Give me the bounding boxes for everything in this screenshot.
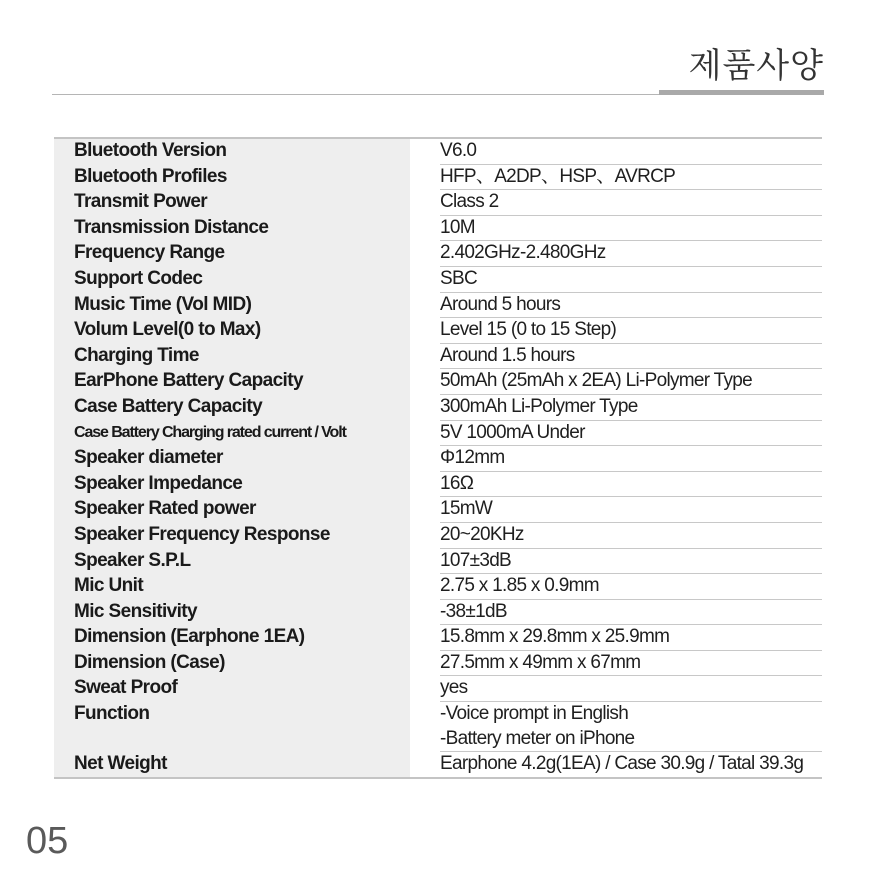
spec-label: Bluetooth Version xyxy=(54,139,410,165)
spec-label: Speaker S.P.L xyxy=(54,549,410,575)
spec-row-bluetooth-profiles xyxy=(54,165,822,191)
spec-value: 107±3dB xyxy=(440,549,822,575)
spec-value: Φ12mm xyxy=(440,446,822,472)
spec-row-speaker-rated-power xyxy=(54,497,822,523)
spec-row-transmission-distance xyxy=(54,216,822,242)
spec-row-earphone-battery xyxy=(54,369,822,395)
spec-label: Mic Unit xyxy=(54,574,410,600)
spec-label: Transmit Power xyxy=(54,190,410,216)
spec-value: HFP、A2DP、HSP、AVRCP xyxy=(440,165,822,191)
spec-label: Bluetooth Profiles xyxy=(54,165,410,191)
spec-value: 50mAh (25mAh x 2EA) Li-Polymer Type xyxy=(440,369,822,395)
spec-label: Sweat Proof xyxy=(54,676,410,702)
spec-row-speaker-diameter xyxy=(54,446,822,472)
spec-label: Speaker Rated power xyxy=(54,497,410,523)
spec-row-mic-unit xyxy=(54,574,822,600)
spec-value: 2.75 x 1.85 x 0.9mm xyxy=(440,574,822,600)
spec-row-case-charging-current xyxy=(54,421,822,447)
spec-row-speaker-spl xyxy=(54,549,822,575)
spec-value: 300mAh Li-Polymer Type xyxy=(440,395,822,421)
spec-row-function xyxy=(54,702,822,752)
spec-row-speaker-impedance xyxy=(54,472,822,498)
spec-row-bluetooth-version xyxy=(54,139,822,165)
spec-table xyxy=(54,137,822,779)
spec-label: Case Battery Capacity xyxy=(54,395,410,421)
page-title: 제품사양 xyxy=(688,46,824,86)
spec-label: Net Weight xyxy=(54,752,410,777)
spec-value: 5V 1000mA Under xyxy=(440,421,822,447)
spec-label: Dimension (Earphone 1EA) xyxy=(54,625,410,651)
spec-label: Dimension (Case) xyxy=(54,651,410,677)
spec-row-frequency-range xyxy=(54,241,822,267)
spec-row-dimension-case xyxy=(54,651,822,677)
spec-row-transmit-power xyxy=(54,190,822,216)
spec-value: Class 2 xyxy=(440,190,822,216)
spec-value: Around 5 hours xyxy=(440,293,822,319)
spec-label: Case Battery Charging rated current / Volt xyxy=(54,421,410,447)
spec-value: 2.402GHz-2.480GHz xyxy=(440,241,822,267)
spec-row-charging-time xyxy=(54,344,822,370)
spec-label: EarPhone Battery Capacity xyxy=(54,369,410,395)
spec-value: Earphone 4.2g(1EA) / Case 30.9g / Tatal 39.3g xyxy=(440,753,804,775)
spec-value: 10M xyxy=(440,216,822,242)
spec-value: 15.8mm x 29.8mm x 25.9mm xyxy=(440,625,822,651)
spec-value: V6.0 xyxy=(440,139,822,165)
spec-value: -38±1dB xyxy=(440,600,822,626)
spec-row-case-battery xyxy=(54,395,822,421)
spec-value: yes xyxy=(440,676,822,702)
page-number: 05 xyxy=(26,820,69,862)
spec-value xyxy=(440,702,822,752)
spec-label: Speaker Frequency Response xyxy=(54,523,410,549)
spec-value: SBC xyxy=(440,267,822,293)
spec-row-support-codec xyxy=(54,267,822,293)
spec-label: Volum Level(0 to Max) xyxy=(54,318,410,344)
spec-row-speaker-frequency-response xyxy=(54,523,822,549)
spec-label: Transmission Distance xyxy=(54,216,410,242)
title-rule-accent xyxy=(659,90,824,95)
spec-label: Support Codec xyxy=(54,267,410,293)
spec-row-net-weight xyxy=(54,752,822,777)
spec-label: Music Time (Vol MID) xyxy=(54,293,410,319)
spec-value: 16Ω xyxy=(440,472,822,498)
spec-label: Function xyxy=(54,702,410,752)
function-line: -Voice prompt in English xyxy=(440,703,629,725)
spec-label: Frequency Range xyxy=(54,241,410,267)
spec-row-volume-level xyxy=(54,318,822,344)
spec-row-music-time xyxy=(54,293,822,319)
spec-row-mic-sensitivity xyxy=(54,600,822,626)
spec-value: Level 15 (0 to 15 Step) xyxy=(440,318,822,344)
spec-value: 27.5mm x 49mm x 67mm xyxy=(440,651,822,677)
spec-label: Speaker diameter xyxy=(54,446,410,472)
spec-label: Charging Time xyxy=(54,344,410,370)
function-line: -Battery meter on iPhone xyxy=(440,727,635,749)
spec-row-dimension-earphone xyxy=(54,625,822,651)
spec-row-sweat-proof xyxy=(54,676,822,702)
spec-label: Mic Sensitivity xyxy=(54,600,410,626)
spec-value: 15mW xyxy=(440,497,822,523)
spec-value: Around 1.5 hours xyxy=(440,344,822,370)
spec-value: 20~20KHz xyxy=(440,523,822,549)
spec-label: Speaker Impedance xyxy=(54,472,410,498)
